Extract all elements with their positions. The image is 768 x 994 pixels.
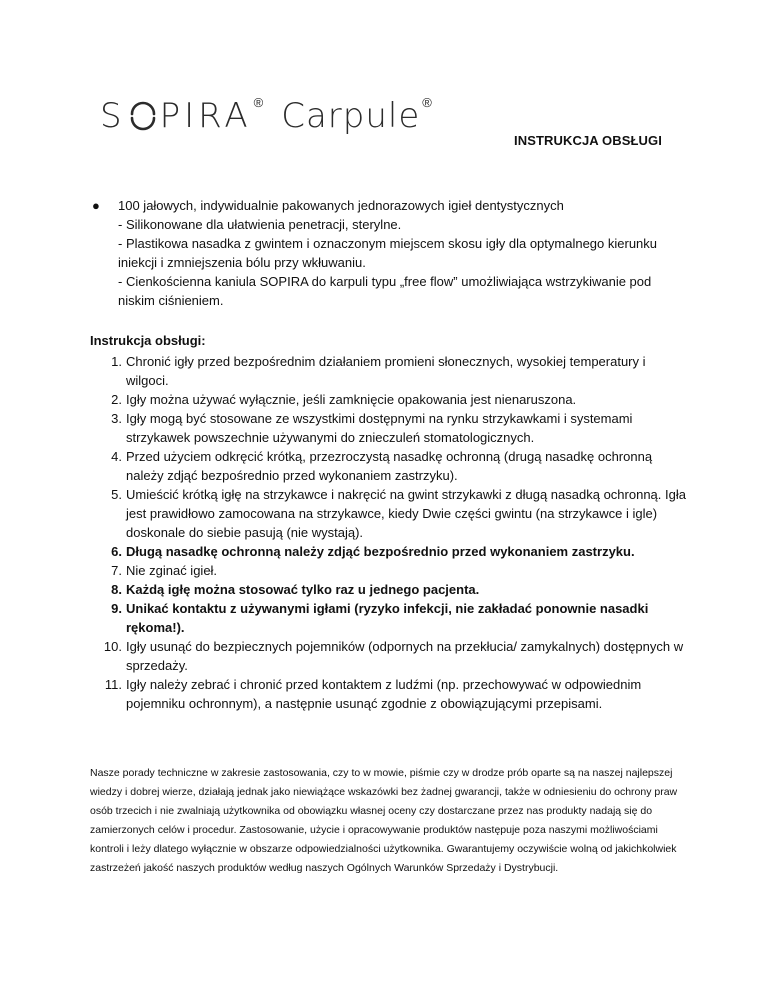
registered-mark: ® — [253, 95, 264, 110]
legal-disclaimer: Nasze porady techniczne w zakresie zastosowania, czy to w mowie, piśmie czy w drodze prób oparte są na naszej najlepszej wiedzy i dobrej wierze, działają jednak jako niewiążące wskazówki bez żadnej gwarancji, także w odniesieniu do ochrony praw osób trzecich i nie zwalniają użytkownika od obowiązku własnej oceny czy dostarczane przez nas produkty nadają się do zamierzonych celów i procedur. Zastosowanie, użycie i opracowywanie produktów następuje poza naszymi możliwościami kontroli i leży dlatego wyłącznie w obszarze odpowiedzialności użytkownika. Gwarantujemy oczywiście wolną od jakichkolwiek zastrzeżeń jakość naszych produktów według naszych Ogólnych Warunków Sprzedaży i Dystrybucji. — [90, 767, 678, 874]
step-number: 4. — [111, 449, 122, 464]
description-line: - Silikonowane dla ułatwienia penetracji, sterylne. — [118, 217, 402, 232]
step-text: Umieścić krótką igłę na strzykawce i nakręcić na gwint strzykawki z długą nasadką ochronną. Igła jest prawidłowo zamocowana na strzykawce, kiedy Dwie części gwintu (na strzykawce i igle) doskonale do siebie pasują (nie wystają). — [126, 487, 686, 540]
instruction-steps — [90, 352, 690, 713]
sopira-carpule-logo — [100, 96, 432, 136]
step-text: Igły mogą być stosowane ze wszystkimi dostępnymi na rynku strzykawkami i systemami strzykawek powszechnie używanymi do znieczuleń stomatologicznych. — [126, 411, 633, 445]
step-text: Igły należy zebrać i chronić przed kontaktem z ludźmi (np. przechowywać w odpowiednim pojemniku ochronnym), a następnie usunąć zgodnie z obowiązującymi przepisami. — [126, 677, 642, 711]
step-number: 10. — [103, 639, 122, 654]
step-text: Długą nasadkę ochronną należy zdjąć bezpośrednio przed wykonaniem zastrzyku. — [126, 544, 635, 559]
step-text: Igły usunąć do bezpiecznych pojemników (odpornych na przekłucia/ zamykalnych) dostępnych w sprzedaży. — [126, 639, 684, 673]
instruction-step — [90, 637, 690, 675]
document-title: INSTRUKCJA OBSŁUGI — [514, 133, 662, 148]
product-description-text — [118, 196, 682, 310]
logo-sopira-wordmark — [100, 96, 252, 136]
instruction-step — [90, 561, 690, 580]
instruction-step — [90, 542, 690, 561]
instruction-step — [90, 447, 690, 485]
step-number: 8. — [111, 582, 122, 597]
instruction-step — [90, 352, 690, 390]
instruction-step — [90, 599, 690, 637]
registered-mark-2: ® — [422, 95, 432, 110]
instruction-step — [90, 390, 690, 409]
product-description — [92, 196, 682, 310]
instruction-step — [90, 409, 690, 447]
description-line: - Cienkościenna kaniula SOPIRA do karpuli typu „free flow” umożliwiająca wstrzykiwanie pod niskim ciśnieniem. — [118, 274, 652, 308]
step-number: 5. — [111, 487, 122, 502]
logo-letter-s: S — [100, 96, 126, 136]
step-text: Nie zginać igieł. — [126, 563, 218, 578]
step-number: 11. — [104, 677, 122, 692]
step-number: 3. — [111, 411, 122, 426]
instruction-step — [90, 675, 690, 713]
step-number: 6. — [111, 544, 122, 559]
step-number: 9. — [111, 601, 122, 616]
logo-letters-pira: PIRA — [159, 96, 252, 136]
description-line: - Plastikowa nasadka z gwintem i oznaczonym miejscem skosu igły dla optymalnego kierunku iniekcji i zmniejszenia bólu przy wkłuwaniu. — [118, 236, 658, 270]
step-text: Każdą igłę można stosować tylko raz u jednego pacjenta. — [126, 582, 480, 597]
instructions-heading: Instrukcja obsługi: — [90, 333, 206, 348]
step-number: 2. — [111, 392, 122, 407]
step-number: 1. — [111, 354, 122, 369]
instruction-step — [90, 580, 690, 599]
step-text: Chronić igły przed bezpośrednim działaniem promieni słonecznych, wysokiej temperatury i wilgoci. — [126, 354, 646, 388]
description-line: 100 jałowych, indywidualnie pakowanych jednorazowych igieł dentystycznych — [118, 198, 564, 213]
step-text: Przed użyciem odkręcić krótką, przezroczystą nasadkę ochronną (drugą nasadkę ochronną należy zdjąć bezpośrednio przed wykonaniem zastrzyku). — [126, 449, 653, 483]
logo-o-icon — [128, 101, 158, 131]
step-number: 7. — [111, 563, 122, 578]
instruction-step — [90, 485, 690, 542]
step-text: Unikać kontaktu z używanymi igłami (ryzyko infekcji, nie zakładać ponownie nasadki rękoma!). — [126, 601, 649, 635]
step-text: Igły można używać wyłącznie, jeśli zamknięcie opakowania jest nienaruszona. — [126, 392, 577, 407]
logo-carpule-wordmark: Carpule — [281, 96, 421, 136]
bullet-icon: ● — [92, 198, 100, 213]
